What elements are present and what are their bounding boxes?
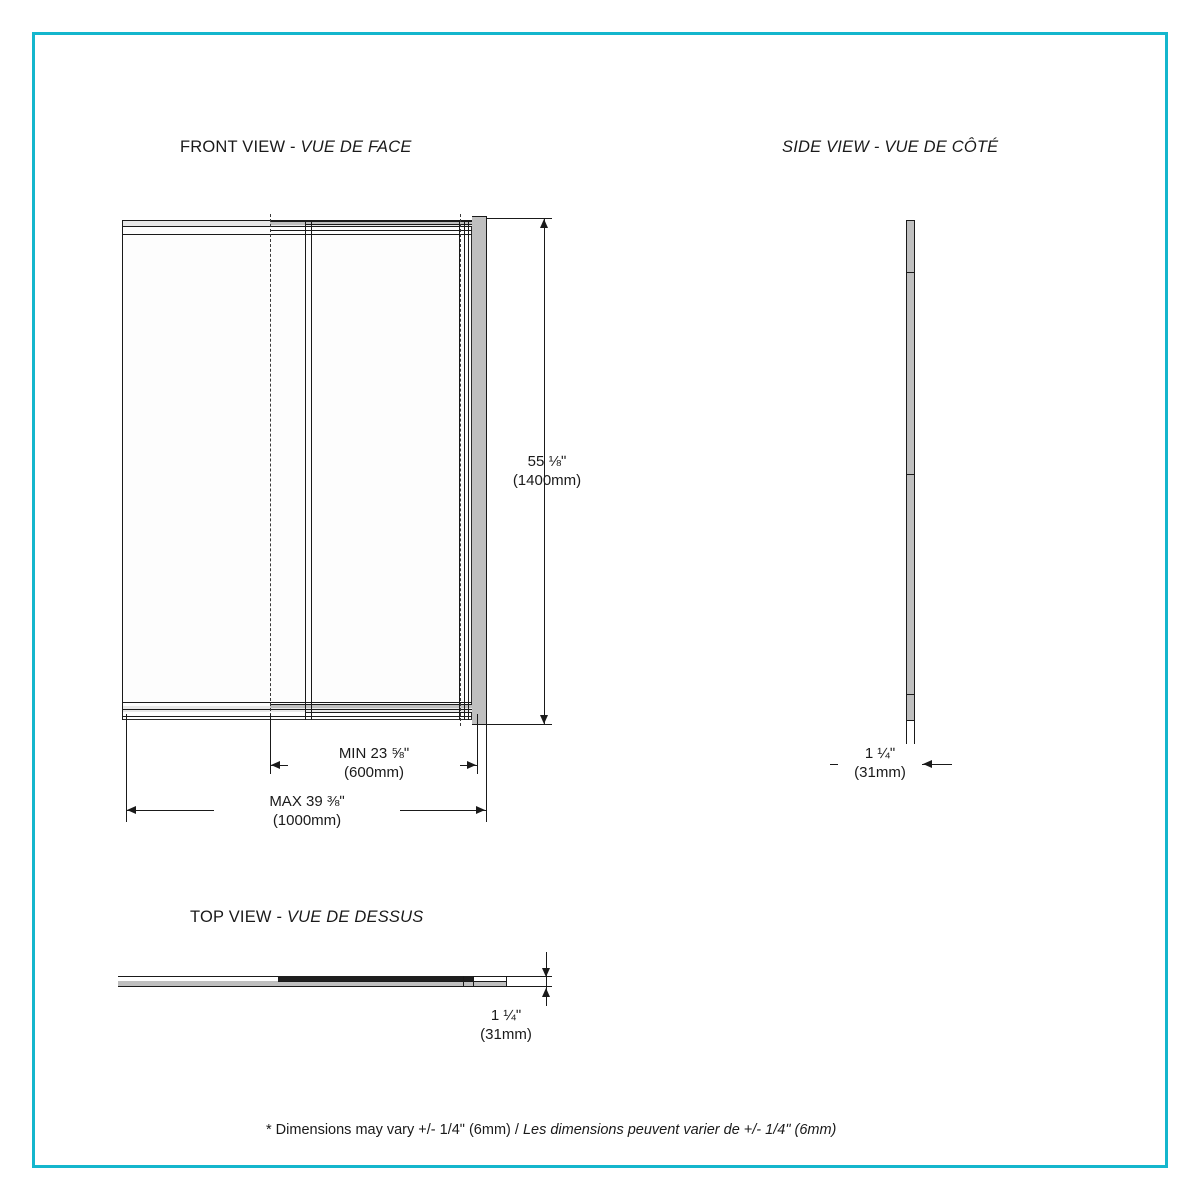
max-arrow-left (127, 806, 136, 814)
front-view-title-en: FRONT VIEW - (180, 138, 301, 156)
top-view-joint (463, 976, 464, 987)
top-view-inner-line (278, 981, 506, 982)
top-rail-line-3 (122, 234, 472, 235)
right-wall-cap-top (472, 216, 487, 217)
top-view-outline-lower (118, 986, 506, 987)
slider-bottom-line-1 (270, 704, 472, 705)
slider-bottom-line-2 (305, 712, 472, 713)
side-view-drawing (900, 212, 930, 724)
slider-top-line-2 (270, 230, 472, 231)
front-view-title-fr: VUE DE FACE (300, 138, 412, 156)
top-thickness-arrow-upper (542, 968, 550, 977)
min-width-inches: MIN 23 ⅝ʺ (338, 745, 410, 762)
min-ext-right (477, 714, 478, 774)
height-arrow-bottom (540, 715, 548, 724)
slider-left-stile (305, 220, 306, 720)
side-view-title-fr: VUE DE CÔTÉ (884, 138, 999, 156)
right-wall-cap-bottom (472, 724, 487, 725)
side-view-title (782, 138, 998, 157)
side-thickness-inches: 1 ¼ʺ (864, 745, 896, 762)
max-arrow-right (476, 806, 485, 814)
height-dimension-inches: 55 ⅛ʺ (527, 453, 567, 470)
slider-centerline-right (460, 214, 461, 726)
bottom-rail-line-1 (122, 702, 472, 703)
footnote-french: Les dimensions peuvent varier de +/- 1/4ʺ (6mm) (522, 1122, 837, 1138)
top-thickness-label (464, 1006, 548, 1044)
side-panel-edge-left (906, 220, 907, 720)
right-wall-outer (486, 216, 487, 724)
min-width-label (288, 744, 460, 782)
side-hinge-mark-3 (907, 694, 914, 695)
right-wall-channel (472, 216, 486, 724)
side-thickness-label (838, 744, 922, 782)
top-view-title (190, 908, 423, 927)
min-arrow-right (467, 761, 476, 769)
height-arrow-top (540, 219, 548, 228)
height-dimension-mm: (1400mm) (512, 472, 582, 489)
side-hinge-mark-2 (907, 474, 914, 475)
side-thickness-arrow-right (923, 760, 932, 768)
slider-top-line-1 (270, 221, 472, 222)
top-rail-line-2 (122, 226, 472, 227)
height-dimension-label (500, 452, 594, 490)
side-view-title-en: SIDE VIEW - (782, 138, 885, 156)
side-hinge-mark-1 (907, 272, 914, 273)
footnote-english: * Dimensions may vary +/- 1/4ʺ (6mm) / (266, 1122, 523, 1138)
top-thickness-inches: 1 ¼ʺ (490, 1007, 522, 1024)
bottom-rail-line-2 (122, 709, 472, 710)
max-width-label (214, 792, 400, 830)
front-view-drawing (120, 212, 500, 724)
side-thickness-mm: (31mm) (854, 764, 906, 781)
left-edge-stile (122, 220, 123, 720)
top-thickness-arrow-lower (542, 988, 550, 997)
top-thickness-mm: (31mm) (480, 1026, 532, 1043)
height-ext-bottom (486, 724, 552, 725)
top-thickness-ext-lower (490, 986, 552, 987)
slider-top-line-3 (305, 224, 472, 225)
side-panel-body (906, 220, 914, 720)
top-view-joint-2 (473, 976, 474, 987)
slider-centerline-left (270, 214, 271, 726)
max-width-inches: MAX 39 ⅜ʺ (269, 793, 345, 810)
side-panel-cap-top (906, 220, 915, 221)
side-panel-edge-right (914, 220, 915, 720)
top-view-drawing (118, 968, 508, 992)
front-view-title (180, 138, 412, 157)
top-view-title-en: TOP VIEW - (190, 908, 287, 926)
max-width-mm: (1000mm) (272, 812, 342, 829)
slider-left-stile-2 (311, 220, 312, 720)
right-profile-line-3 (468, 220, 469, 720)
bottom-rail-line-3 (122, 716, 472, 717)
footnote (266, 1122, 836, 1138)
min-width-mm: (600mm) (343, 764, 404, 781)
right-profile-line-2 (464, 220, 465, 720)
fixed-glass-panel (122, 220, 472, 720)
max-ext-right (486, 714, 487, 822)
top-view-title-fr: VUE DE DESSUS (286, 908, 424, 926)
min-arrow-left (271, 761, 280, 769)
